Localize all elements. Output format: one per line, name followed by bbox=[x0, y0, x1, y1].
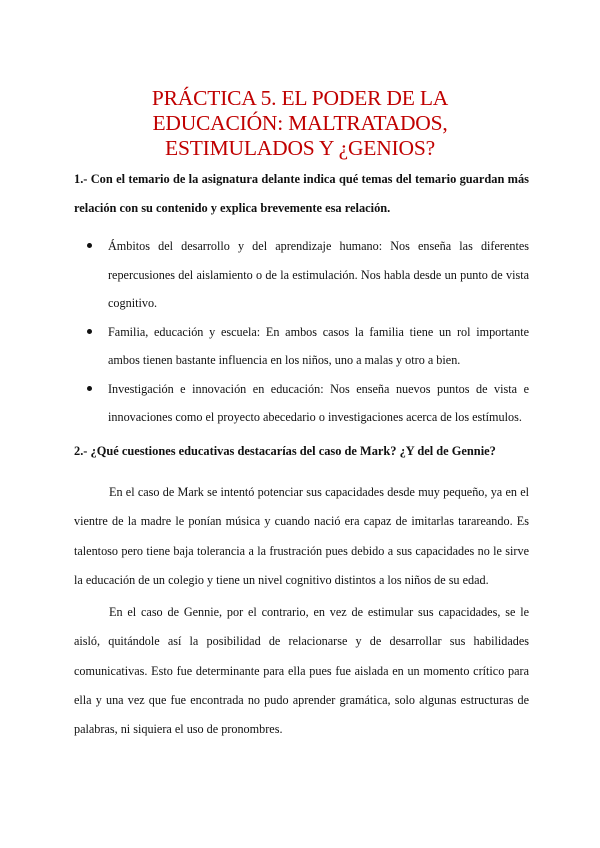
question-1-line: 1.- Con el temario de la asignatura delante indica qué temas del temario guardan más bbox=[74, 172, 529, 186]
list-item-line: innovaciones como el proyecto abecedario o investigaciones acerca de los estímulos. bbox=[108, 410, 522, 424]
bullet-list bbox=[74, 232, 529, 432]
title-line: EDUCACIÓN: MALTRATADOS, bbox=[152, 111, 448, 135]
paragraph-line: talentoso pero tiene baja tolerancia a la frustración pues debido a sus capacidades no le sirve bbox=[74, 543, 529, 558]
bullet-dot-icon bbox=[87, 386, 92, 391]
paragraph-line: palabras, ni siquiera el uso de pronombres. bbox=[74, 722, 283, 737]
list-item-line: cognitivo. bbox=[108, 296, 158, 310]
list-item bbox=[74, 232, 529, 318]
list-item-line: Familia, educación y escuela: En ambos casos la familia tiene un rol importante bbox=[108, 324, 529, 339]
question-1 bbox=[74, 165, 529, 223]
paragraph-line: comunicativas. Esto fue determinante para ella pues fue aislada en un momento crítico para bbox=[74, 663, 529, 678]
list-item-line: Investigación e innovación en educación: Nos enseña nuevos puntos de vista e bbox=[108, 381, 529, 396]
bullet-dot-icon bbox=[87, 329, 92, 334]
list-item bbox=[74, 375, 529, 432]
paragraph-line: ella y una vez que fue encontrada no pudo aprender gramática, solo algunas estructuras de bbox=[74, 692, 529, 707]
question-1-line: relación con su contenido y explica brevemente esa relación. bbox=[74, 201, 391, 215]
title-line: PRÁCTICA 5. EL PODER DE LA bbox=[151, 86, 449, 110]
bullet-dot-icon bbox=[87, 243, 92, 248]
paragraph-line: vientre de la madre le ponían música y cuando nació era capaz de imitarlas tarareando. Es bbox=[74, 514, 529, 529]
question-2: 2.- ¿Qué cuestiones educativas destacarías del caso de Mark? ¿Y del de Gennie? bbox=[74, 444, 496, 458]
page-title bbox=[60, 86, 540, 161]
paragraph-line: la educación de un colegio y tiene un nivel cognitivo distintos a los niños de su edad. bbox=[74, 572, 489, 587]
list-item-line: Ámbitos del desarrollo y del aprendizaje humano: Nos enseña las diferentes bbox=[108, 239, 529, 253]
list-item-line: ambos tienen bastante influencia en los niños, uno a malas y otro a bien. bbox=[108, 353, 461, 367]
paragraph-line: En el caso de Gennie, por el contrario, en vez de estimular sus capacidades, se le bbox=[109, 605, 529, 619]
list-item bbox=[74, 318, 529, 375]
paragraph-mark bbox=[74, 478, 529, 595]
paragraph-gennie bbox=[74, 598, 529, 744]
title-line: ESTIMULADOS Y ¿GENIOS? bbox=[165, 136, 435, 160]
paragraph-line: En el caso de Mark se intentó potenciar sus capacidades desde muy pequeño, ya en el bbox=[109, 485, 529, 499]
list-item-line: repercusiones del aislamiento o de la estimulación. Nos habla desde un punto de vista bbox=[108, 267, 529, 282]
paragraph-line: aisló, quitándole así la posibilidad de relacionarse y de desarrollar sus habilidades bbox=[74, 634, 529, 649]
